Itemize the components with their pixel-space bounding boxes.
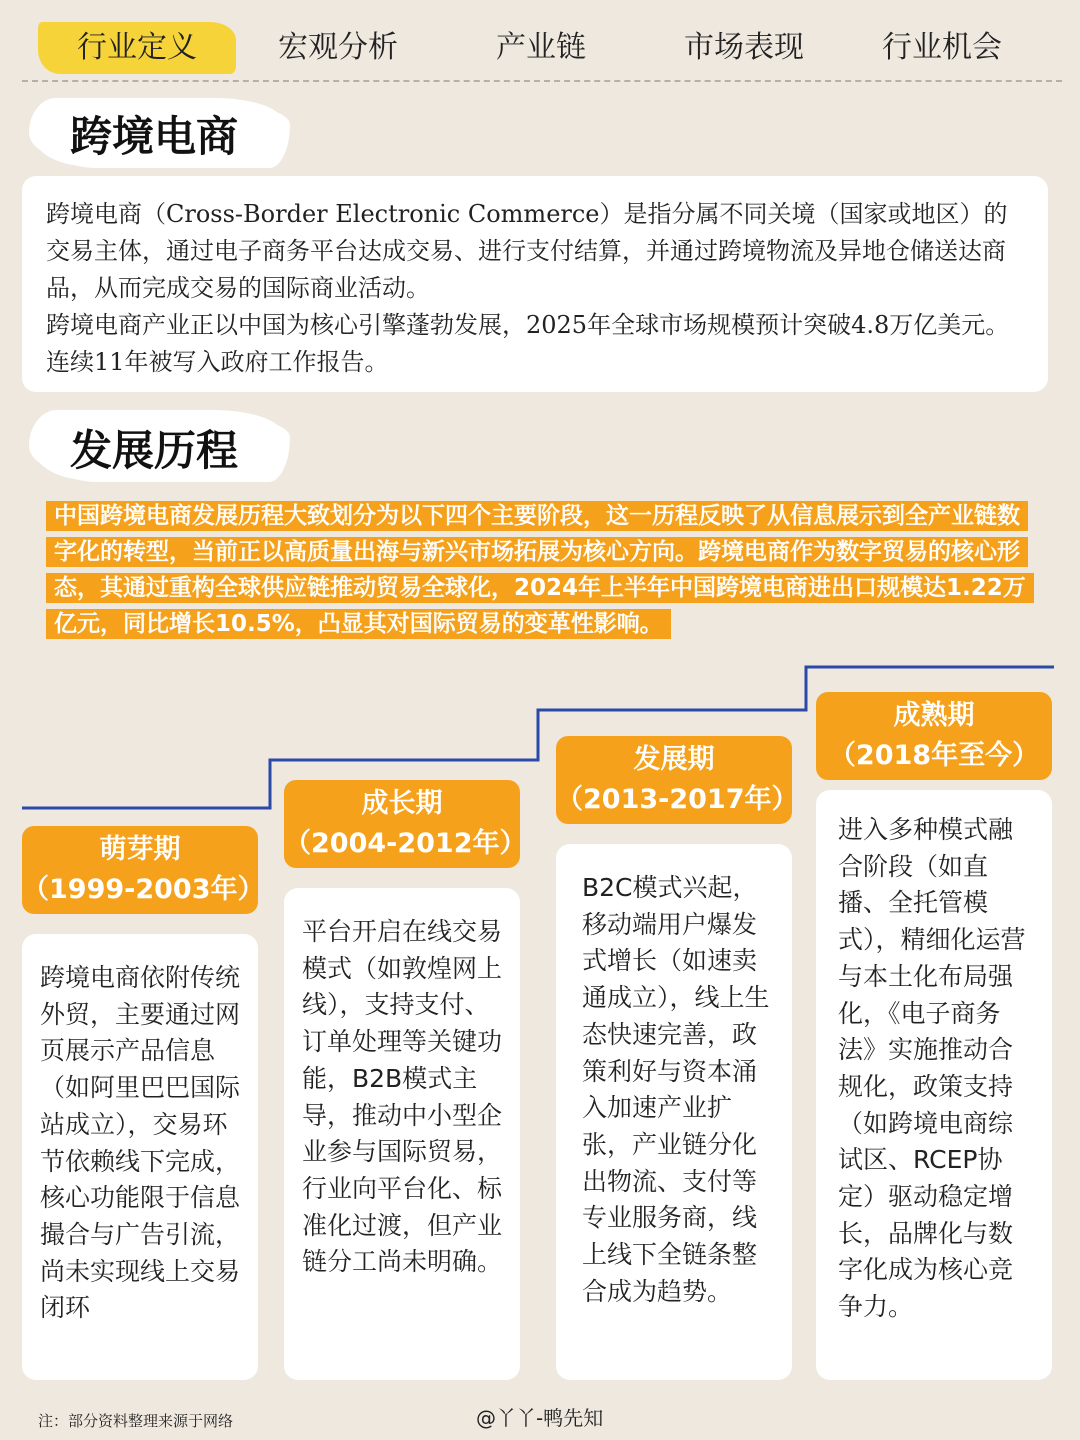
tab-industry-definition[interactable]: 行业定义 xyxy=(38,22,236,74)
stage-4-header xyxy=(816,692,1052,780)
definition-paragraph-2: 跨境电商产业正以中国为核心引擎蓬勃发展，2025年全球市场规模预计突破4.8万亿美元。连续11年被写入政府工作报告。 xyxy=(46,311,1010,376)
stage-3-text: B2C模式兴起，移动端用户爆发式增长（如速卖通成立），线上生态快速完善，政策利好与资本涌入加速产业扩张，产业链分化出物流、支付等专业服务商，线上线下全链条整合成为趋势。 xyxy=(582,873,770,1306)
tab-bar xyxy=(0,0,1080,80)
tab-market-performance[interactable]: 市场表现 xyxy=(684,30,804,65)
stage-3-name: 发展期 xyxy=(633,744,715,775)
stage-1-name: 萌芽期 xyxy=(99,834,181,865)
tab-industry-chain[interactable]: 产业链 xyxy=(496,30,586,65)
source-footnote: 注：部分资料整理来源于网络 xyxy=(38,1412,234,1430)
history-intro xyxy=(46,498,1036,642)
stage-1-header xyxy=(22,826,265,914)
author-credit: @丫丫-鸭先知 xyxy=(476,1406,604,1430)
stage-4-period: （2018年至今） xyxy=(828,740,1040,771)
tab-macro-analysis[interactable]: 宏观分析 xyxy=(278,30,398,65)
history-intro-text: 中国跨境电商发展历程大致划分为以下四个主要阶段，这一历程反映了从信息展示到全产业链数字化的转型，当前正以高质量出海与新兴市场拓展为核心方向。跨境电商作为数字贸易的核心形态，其通过重构全球供应链推动贸易全球化，2024年上半年中国跨境电商进出口规模达1.22万亿元，同比增长10.5%，凸显其对国际贸易的变革性影响。 xyxy=(46,501,1034,639)
stage-3-card xyxy=(556,844,792,1380)
tab-divider xyxy=(22,80,1062,82)
stage-3-header xyxy=(556,736,799,824)
stage-2-period: （2004-2012年） xyxy=(284,828,527,859)
tab-industry-opportunity[interactable]: 行业机会 xyxy=(882,30,1002,65)
definition-title: 跨境电商 xyxy=(70,112,239,161)
stage-2-header xyxy=(284,780,527,868)
stage-4-card xyxy=(816,790,1052,1380)
definition-paragraph-1: 跨境电商（Cross-Border Electronic Commerce）是指分属不同关境（国家或地区）的交易主体，通过电子商务平台达成交易、进行支付结算，并通过跨境物流及异地仓储送达商品，从而完成交易的国际商业活动。 xyxy=(46,200,1008,302)
stage-2-card xyxy=(284,888,520,1380)
definition-card xyxy=(22,176,1048,392)
stage-2-name: 成长期 xyxy=(361,788,443,819)
stage-4-text: 进入多种模式融合阶段（如直播、全托管模式），精细化运营与本土化布局强化，《电子商务法》实施推动合规化，政策支持（如跨境电商综试区、RCEP协定）驱动稳定增长，品牌化与数字化成为核心竞争力。 xyxy=(838,815,1026,1322)
stage-4-name: 成熟期 xyxy=(893,700,975,731)
stage-1-period: （1999-2003年） xyxy=(22,874,265,905)
stage-3-period: （2013-2017年） xyxy=(556,784,799,815)
history-title: 发展历程 xyxy=(70,426,239,475)
stage-2-text: 平台开启在线交易模式（如敦煌网上线），支持支付、订单处理等关键功能，B2B模式主导，推动中小型企业参与国际贸易，行业向平台化、标准化过渡，但产业链分工尚未明确。 xyxy=(302,917,503,1277)
stage-1-card xyxy=(22,934,258,1380)
stage-1-text: 跨境电商依附传统外贸，主要通过网页展示产品信息（如阿里巴巴国际站成立），交易环节依赖线下完成，核心功能限于信息撮合与广告引流，尚未实现线上交易闭环 xyxy=(40,963,241,1323)
